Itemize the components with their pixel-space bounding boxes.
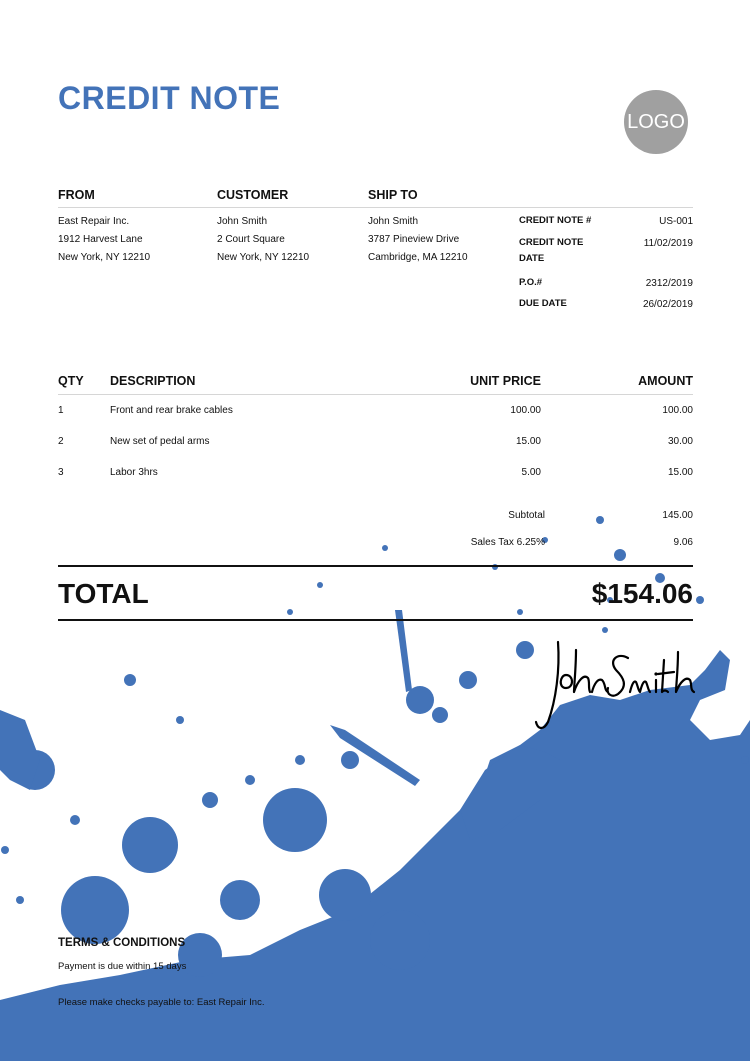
credit-note-number-label: CREDIT NOTE # (519, 215, 592, 226)
total-bottom-rule (58, 619, 693, 621)
col-description-header: DESCRIPTION (110, 374, 196, 388)
credit-note-date-label: CREDIT NOTE DATE (519, 237, 584, 264)
col-unit-price-header: UNIT PRICE (470, 374, 541, 388)
customer-street: 2 Court Square (217, 234, 285, 245)
terms-line-2: Please make checks payable to: East Repair Inc. (58, 997, 265, 1008)
col-amount-header: AMOUNT (638, 374, 693, 388)
total-value: $154.06 (591, 578, 693, 609)
customer-heading: CUSTOMER (217, 188, 289, 202)
from-name: East Repair Inc. (58, 216, 130, 227)
row-3-amount: 15.00 (667, 467, 693, 478)
total-label: TOTAL (58, 578, 149, 609)
sales-tax-value: 9.06 (673, 537, 693, 548)
ship-to-name: John Smith (368, 216, 419, 227)
row-2-qty: 2 (58, 436, 64, 447)
credit-note-date-value: 11/02/2019 (643, 238, 693, 249)
terms-line-1: Payment is due within 15 days (58, 961, 187, 972)
po-number-value: 2312/2019 (645, 278, 693, 289)
credit-note-number-value: US-001 (659, 216, 693, 227)
row-3-description: Labor 3hrs (110, 467, 158, 478)
row-3-qty: 3 (58, 467, 64, 478)
subtotal-value: 145.00 (662, 510, 693, 521)
row-2-unit-price: 15.00 (515, 436, 541, 447)
row-2-description: New set of pedal arms (110, 436, 210, 447)
customer-city: New York, NY 12210 (217, 252, 310, 263)
header-divider (58, 207, 693, 208)
from-heading: FROM (58, 188, 95, 202)
table-header-divider (58, 394, 693, 395)
ship-to-heading: SHIP TO (368, 188, 418, 202)
po-number-label: P.O.# (519, 277, 543, 288)
sales-tax-label: Sales Tax 6.25% (470, 537, 545, 548)
from-street: 1912 Harvest Lane (58, 234, 143, 245)
total-top-rule (58, 565, 693, 567)
signature-image (530, 630, 700, 740)
from-city: New York, NY 12210 (58, 252, 151, 263)
row-1-unit-price: 100.00 (510, 405, 541, 416)
col-qty-header: QTY (58, 374, 84, 388)
row-1-amount: 100.00 (662, 405, 693, 416)
terms-heading: TERMS & CONDITIONS (58, 937, 186, 949)
ship-to-street: 3787 Pineview Drive (368, 234, 460, 245)
row-2-amount: 30.00 (667, 436, 693, 447)
ship-to-city: Cambridge, MA 12210 (368, 252, 468, 263)
customer-name: John Smith (217, 216, 268, 227)
row-3-unit-price: 5.00 (521, 467, 541, 478)
company-logo: LOGO (624, 90, 688, 154)
due-date-value: 26/02/2019 (642, 299, 693, 310)
due-date-label: DUE DATE (519, 298, 567, 309)
document-title: CREDIT NOTE (58, 80, 281, 116)
row-1-description: Front and rear brake cables (110, 405, 233, 416)
row-1-qty: 1 (58, 405, 64, 416)
subtotal-label: Subtotal (508, 510, 545, 521)
